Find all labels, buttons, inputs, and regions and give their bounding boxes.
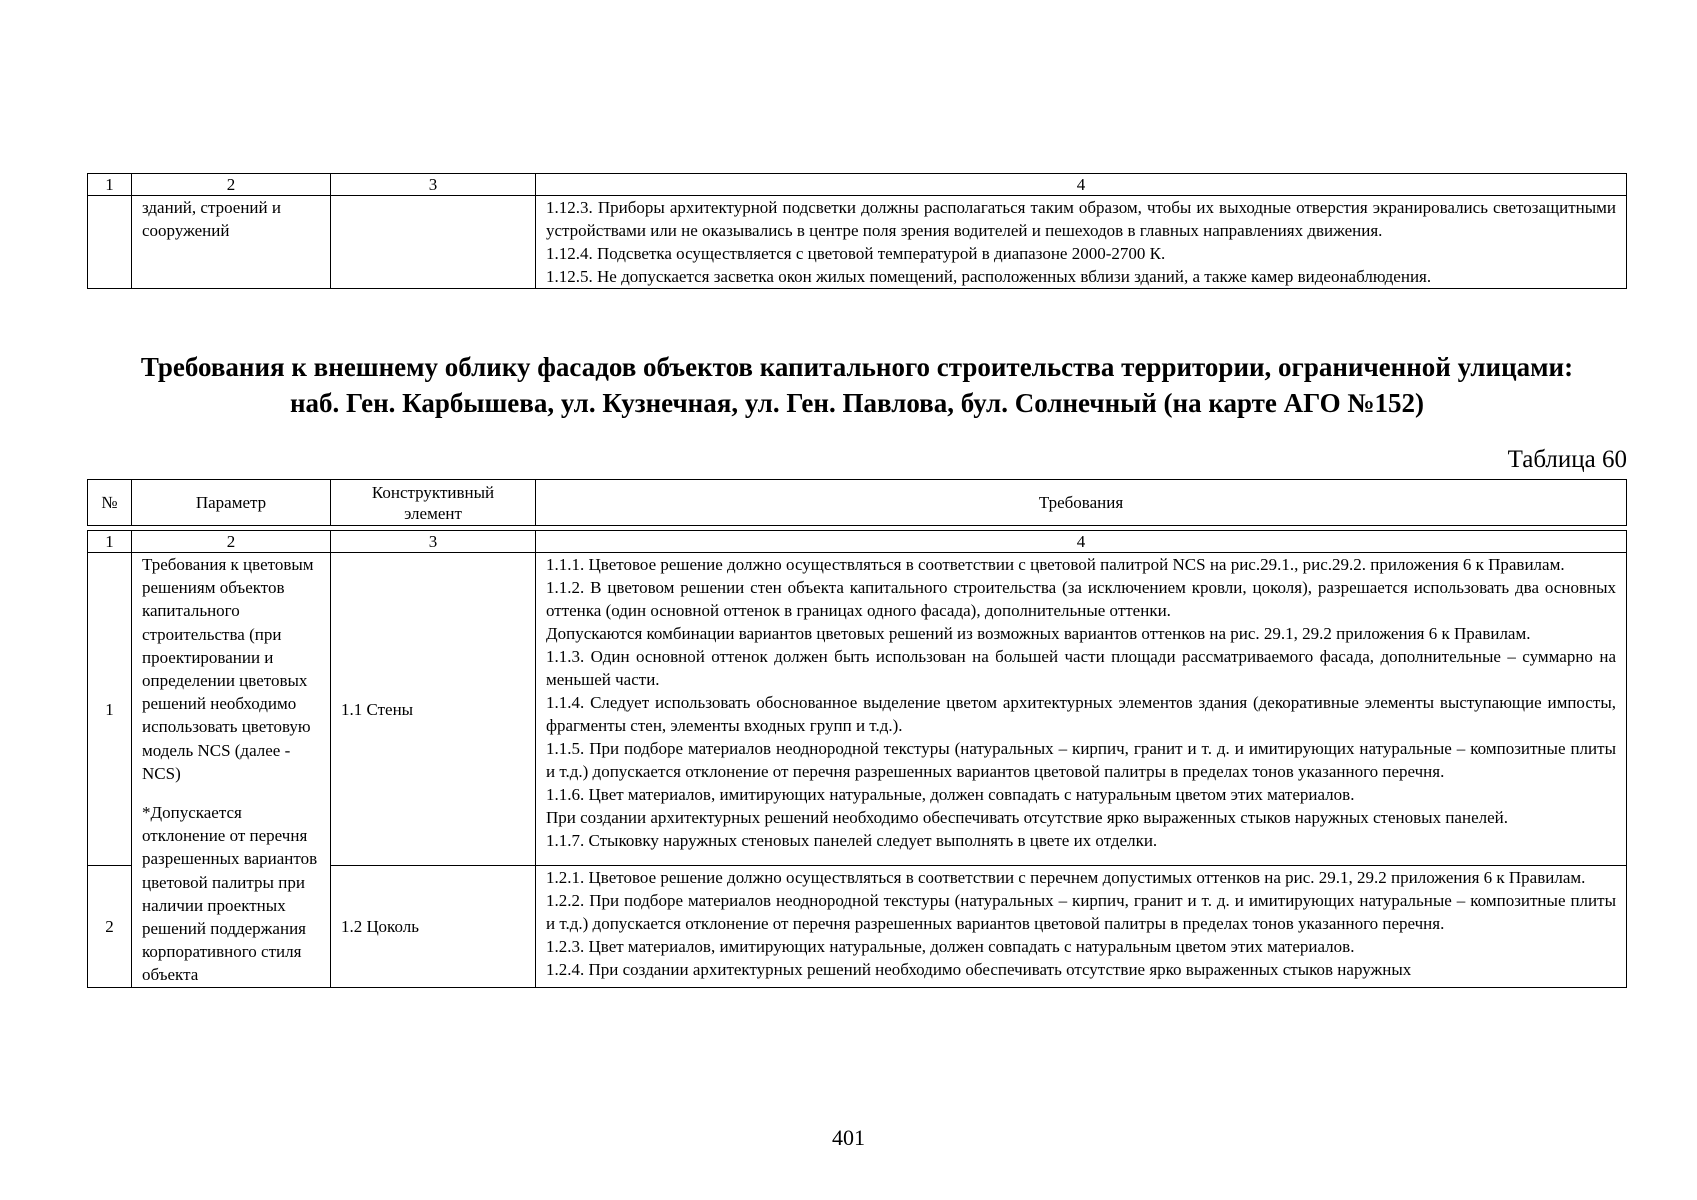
row-number-cell: 1 xyxy=(88,553,132,866)
col-number-3: 3 xyxy=(331,174,536,196)
col-number-2: 2 xyxy=(132,531,331,553)
param-cell xyxy=(132,553,331,988)
table-row xyxy=(88,553,1627,866)
col-number-4: 4 xyxy=(536,174,1627,196)
column-number-row xyxy=(88,531,1627,553)
requirements-cell xyxy=(536,553,1627,866)
requirement-item: 1.2.3. Цвет материалов, имитирующих натуральные, должен совпадать с натуральным цветом этих материалов. xyxy=(546,937,1355,957)
requirement-item: 1.1.2. В цветовом решении стен объекта капитального строительства (за исключением кровли, цоколя), разрешается использовать два основных оттенка (один основной оттенок в границах одного фасада), дополнительные оттенки. xyxy=(546,578,1616,620)
table-name: Таблица 60 xyxy=(1507,446,1627,473)
param-cell: зданий, строений и сооружений xyxy=(132,196,331,289)
col-number-1: 1 xyxy=(88,531,132,553)
header-element: Конструктивный элемент xyxy=(331,480,536,526)
requirement-item: 1.1.1. Цветовое решение должно осуществляться в соответствии с цветовой палитрой NCS на рис.29.1., рис.29.2. приложения 6 к Правилам. xyxy=(546,555,1565,574)
requirement-item: 1.2.2. При подборе материалов неоднородной текстуры (натуральных – кирпич, гранит и т. д. и имитирующих натуральные – композитные плиты и т.д.) допускается отклонение от перечня разрешенных вариантов цветовой палитры в пределах тонов указанного перечня. xyxy=(546,891,1616,934)
section-title xyxy=(87,349,1627,421)
requirement-item: 1.1.3. Один основной оттенок должен быть использован на большей части площади рассматриваемого фасада, дополнительные – суммарно на меньшей части. xyxy=(546,647,1616,689)
requirement-item: 1.1.6. Цвет материалов, имитирующих натуральные, должен совпадать с натуральным цветом этих материалов. xyxy=(546,785,1355,804)
col-number-2: 2 xyxy=(132,174,331,196)
requirements-cell xyxy=(536,866,1627,987)
requirement-item: 1.2.4. При создании архитектурных решений необходимо обеспечивать отсутствие ярко выраженных стыков наружных xyxy=(546,960,1412,980)
requirements-cell xyxy=(536,196,1627,289)
param-note: *Допускается отклонение от перечня разрешенных вариантов цветовой палитры при наличии проектных решений поддержания корпоративного стиля объекта xyxy=(142,803,318,985)
row-number-cell: 2 xyxy=(88,866,132,987)
requirements-table xyxy=(87,479,1627,988)
col-number-3: 3 xyxy=(331,531,536,553)
header-param: Параметр xyxy=(132,480,331,526)
header-num: № xyxy=(88,480,132,526)
requirement-item: 1.12.3. Приборы архитектурной подсветки должны располагаться таким образом, чтобы их выходные отверстия экранировались светозащитными устройствами или не оказывались в центре поля зрения водителей и пешеходов в главных направлениях движения. xyxy=(546,198,1616,240)
requirement-item: 1.1.5. При подборе материалов неоднородной текстуры (натуральных – кирпич, гранит и т. д. и имитирующих натуральные – композитные плиты и т.д.) допускается отклонение от перечня разрешенных вариантов цветовой палитры в пределах тонов указанного перечня. xyxy=(546,739,1616,781)
row-number-cell xyxy=(88,196,132,289)
col-number-1: 1 xyxy=(88,174,132,196)
requirement-item: 1.12.5. Не допускается засветка окон жилых помещений, расположенных вблизи зданий, а также камер видеонаблюдения. xyxy=(546,267,1432,286)
element-cell xyxy=(331,196,536,289)
requirement-item: При создании архитектурных решений необходимо обеспечивать отсутствие ярко выраженных стыков наружных стеновых панелей. xyxy=(546,808,1508,827)
page-number: 401 xyxy=(832,1125,865,1150)
column-number-row xyxy=(88,174,1627,196)
header-requirements: Требования xyxy=(536,480,1627,526)
requirement-item: 1.2.1. Цветовое решение должно осуществляться в соответствии с перечнем допустимых оттенков на рис. 29.1, 29.2 приложения 6 к Правилам. xyxy=(546,868,1586,888)
param-text: Требования к цветовым решениям объектов капитального строительства (при проектировании и определении цветовых решений необходимо использовать цветовую модель NCS (далее - NCS) xyxy=(142,555,314,783)
table-row xyxy=(88,196,1627,289)
requirement-item: 1.1.4. Следует использовать обоснованное выделение цветом архитектурных элементов здания (декоративные элементы выступающие импосты, фрагменты стен, элементы входных групп и т.д.). xyxy=(546,693,1616,735)
element-cell: 1.2 Цоколь xyxy=(331,866,536,987)
requirement-item: 1.12.4. Подсветка осуществляется с цветовой температурой в диапазоне 2000-2700 К. xyxy=(546,244,1166,263)
header-row xyxy=(88,480,1627,526)
element-cell: 1.1 Стены xyxy=(331,553,536,866)
section-title-line-1: Требования к внешнему облику фасадов объектов капитального строительства территории, ограниченной улицами: xyxy=(140,352,1574,382)
requirement-item: Допускаются комбинации вариантов цветовых решений из возможных вариантов оттенков на рис. 29.1, 29.2 приложения 6 к Правилам. xyxy=(546,624,1531,643)
requirement-item: 1.1.7. Стыковку наружных стеновых панелей следует выполнять в цвете их отделки. xyxy=(546,831,1158,850)
section-title-line-2: наб. Ген. Карбышева, ул. Кузнечная, ул. Ген. Павлова, бул. Солнечный (на карте АГО №152) xyxy=(289,388,1425,418)
col-number-4: 4 xyxy=(536,531,1627,553)
continued-table xyxy=(87,173,1627,289)
